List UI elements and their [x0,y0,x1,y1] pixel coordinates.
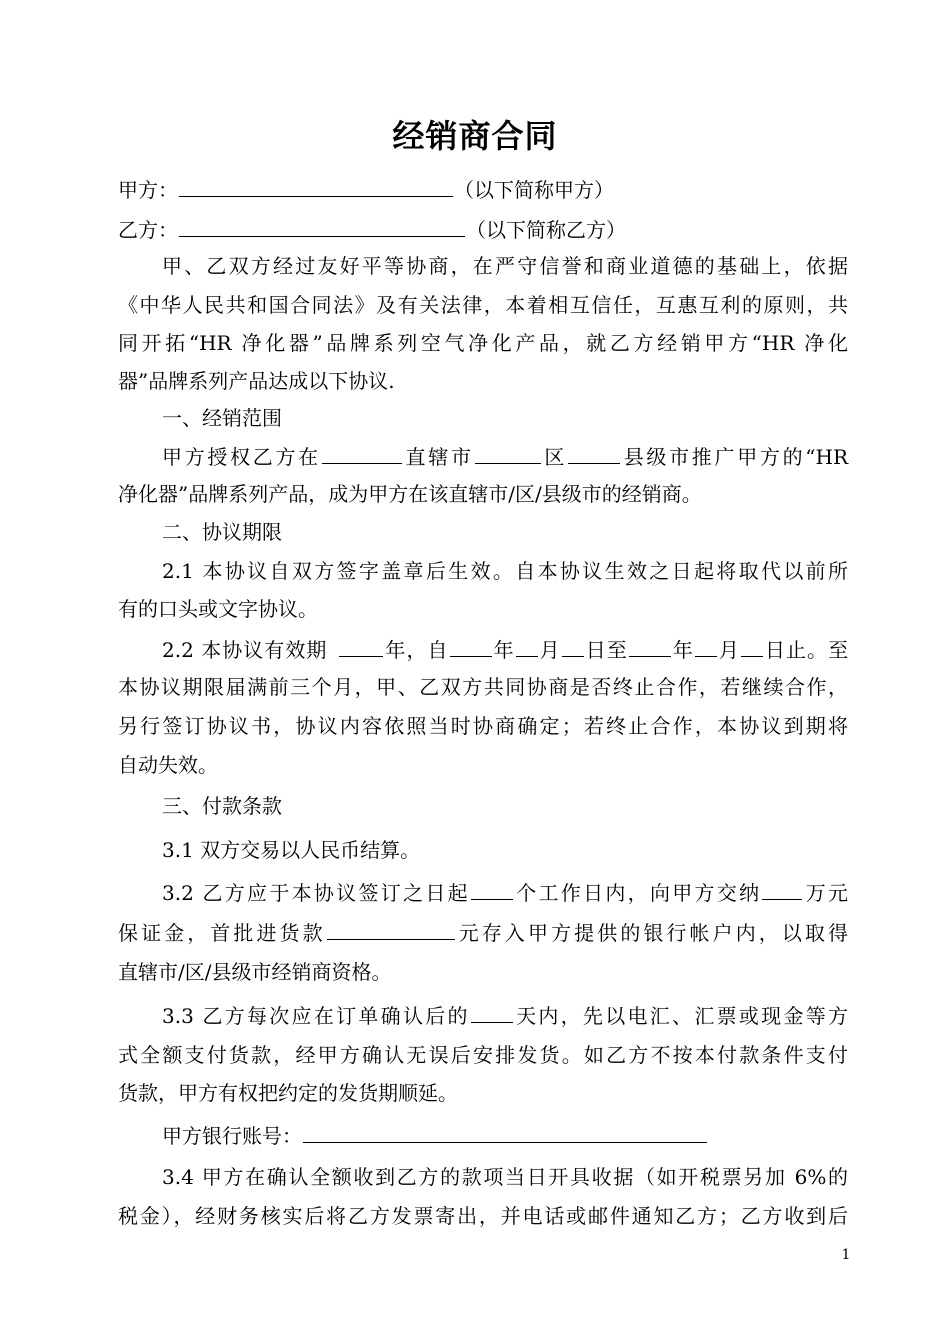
end-month-blank[interactable] [695,630,717,657]
intro-line-1: 甲、乙双方经过友好平等协商，在严守信誉和商业道德的基础上，依据 [162,254,848,278]
intro-line-2: 《中华人民共和国合同法》及有关法律，本着相互信任，互惠互利的原则，共 [118,293,848,317]
clause-2-2-line-1 [162,630,848,668]
clause-3-2-line-3: 直辖市/区/县级市经销商资格。 [118,960,392,984]
county-city-blank[interactable] [568,437,620,464]
section-1-text-c: 区 [541,445,568,469]
clause-2-2-line-2: 本协议期限届满前三个月，甲、乙双方共同协商是否终止合作，若继续合作， [118,675,848,699]
start-month-blank[interactable] [516,630,538,657]
clause-2-2-text-c: 年 [492,638,515,662]
clause-2-2-text-f: 年 [671,638,694,662]
end-year-blank[interactable] [629,630,671,657]
bank-account-line [162,1116,848,1154]
start-year-blank[interactable] [450,630,492,657]
clause-2-2-text-g: 月 [717,638,740,662]
clause-3-2-line-1 [162,873,848,911]
clause-3-2-line-2 [118,913,848,951]
section-3-heading: 三、付款条款 [162,794,282,818]
working-days-blank[interactable] [471,873,513,900]
clause-3-3-line-3: 货款，甲方有权把约定的发货期顺延。 [118,1081,458,1105]
clause-3-2-text-c: 万元 [803,881,849,905]
district-blank[interactable] [475,437,541,464]
clause-3-3-text-a: 3.3 乙方每次应在订单确认后的 [162,1004,470,1028]
section-1-line-2: 净化器”品牌系列产品，成为甲方在该直辖市/区/县级市的经销商。 [118,482,702,506]
clause-2-2-line-4: 自动失效。 [118,753,218,777]
section-2-heading: 二、协议期限 [162,520,282,544]
section-1-text-b: 直辖市 [402,445,474,469]
party-a-line [118,170,848,208]
deposit-amount-blank[interactable] [762,873,802,900]
clause-2-2-text-h: 日止。至 [763,638,849,662]
municipality-blank[interactable] [322,437,402,464]
clause-3-2-text-e: 元存入甲方提供的银行帐户内，以取得 [455,921,849,945]
section-1-text-a: 甲方授权乙方在 [162,445,321,469]
clause-2-2-text-d: 月 [538,638,561,662]
page-title: 经销商合同 [392,117,558,155]
party-b-label: 乙方： [118,218,178,242]
clause-3-3-line-1 [162,996,848,1034]
party-b-name-blank[interactable] [179,210,465,237]
clause-2-2-line-3: 另行签订协议书，协议内容依照当时协商确定；若终止合作，本协议到期将 [118,714,848,738]
start-day-blank[interactable] [562,630,584,657]
party-b-line [118,210,848,248]
clause-2-2-text-e: 日至 [584,638,628,662]
intro-line-4: 器”品牌系列产品达成以下协议. [118,369,395,393]
clause-3-4-line-1: 3.4 甲方在确认全额收到乙方的款项当日开具收据（如开税票另加 6%的 [162,1165,848,1189]
party-a-label: 甲方： [118,178,178,202]
clause-3-3-text-b: 天内，先以电汇、汇票或现金等方 [513,1004,849,1028]
party-a-name-blank[interactable] [179,170,453,197]
bank-account-label: 甲方银行账号： [162,1124,302,1148]
party-a-note: （以下简称甲方） [454,178,614,202]
bank-account-blank[interactable] [303,1116,707,1143]
clause-3-1: 3.1 双方交易以人民币结算。 [162,838,421,862]
clause-3-2-text-d: 保证金，首批进货款 [118,921,326,945]
party-b-note: （以下简称乙方） [466,218,626,242]
first-order-payment-blank[interactable] [327,913,455,940]
clause-3-4-line-2: 税金），经财务核实后将乙方发票寄出，并电话或邮件通知乙方；乙方收到后 [118,1204,848,1228]
term-years-blank[interactable] [339,630,383,657]
clause-2-2-text-b: 年，自 [384,638,449,662]
payment-days-blank[interactable] [471,996,513,1023]
intro-line-3: 同开拓“HR 净化器”品牌系列空气净化产品，就乙方经销甲方“HR 净化 [118,331,848,355]
section-1-heading: 一、经销范围 [162,406,282,430]
clause-3-3-line-2: 式全额支付货款，经甲方确认无误后安排发货。如乙方不按本付款条件支付 [118,1043,848,1067]
end-day-blank[interactable] [741,630,763,657]
clause-3-2-text-a: 3.2 乙方应于本协议签订之日起 [162,881,470,905]
clause-3-2-text-b: 个工作日内，向甲方交纳 [513,881,762,905]
section-1-text-d: 县级市推广甲方的“HR [621,445,849,469]
clause-2-2-text-a: 2.2 本协议有效期 [162,638,328,662]
clause-2-1-line-1: 2.1 本协议自双方签字盖章后生效。自本协议生效之日起将取代以前所 [162,559,848,583]
section-1-line-1 [162,437,848,475]
page-number: 1 [841,1247,851,1263]
clause-2-1-line-2: 有的口头或文字协议。 [118,597,318,621]
